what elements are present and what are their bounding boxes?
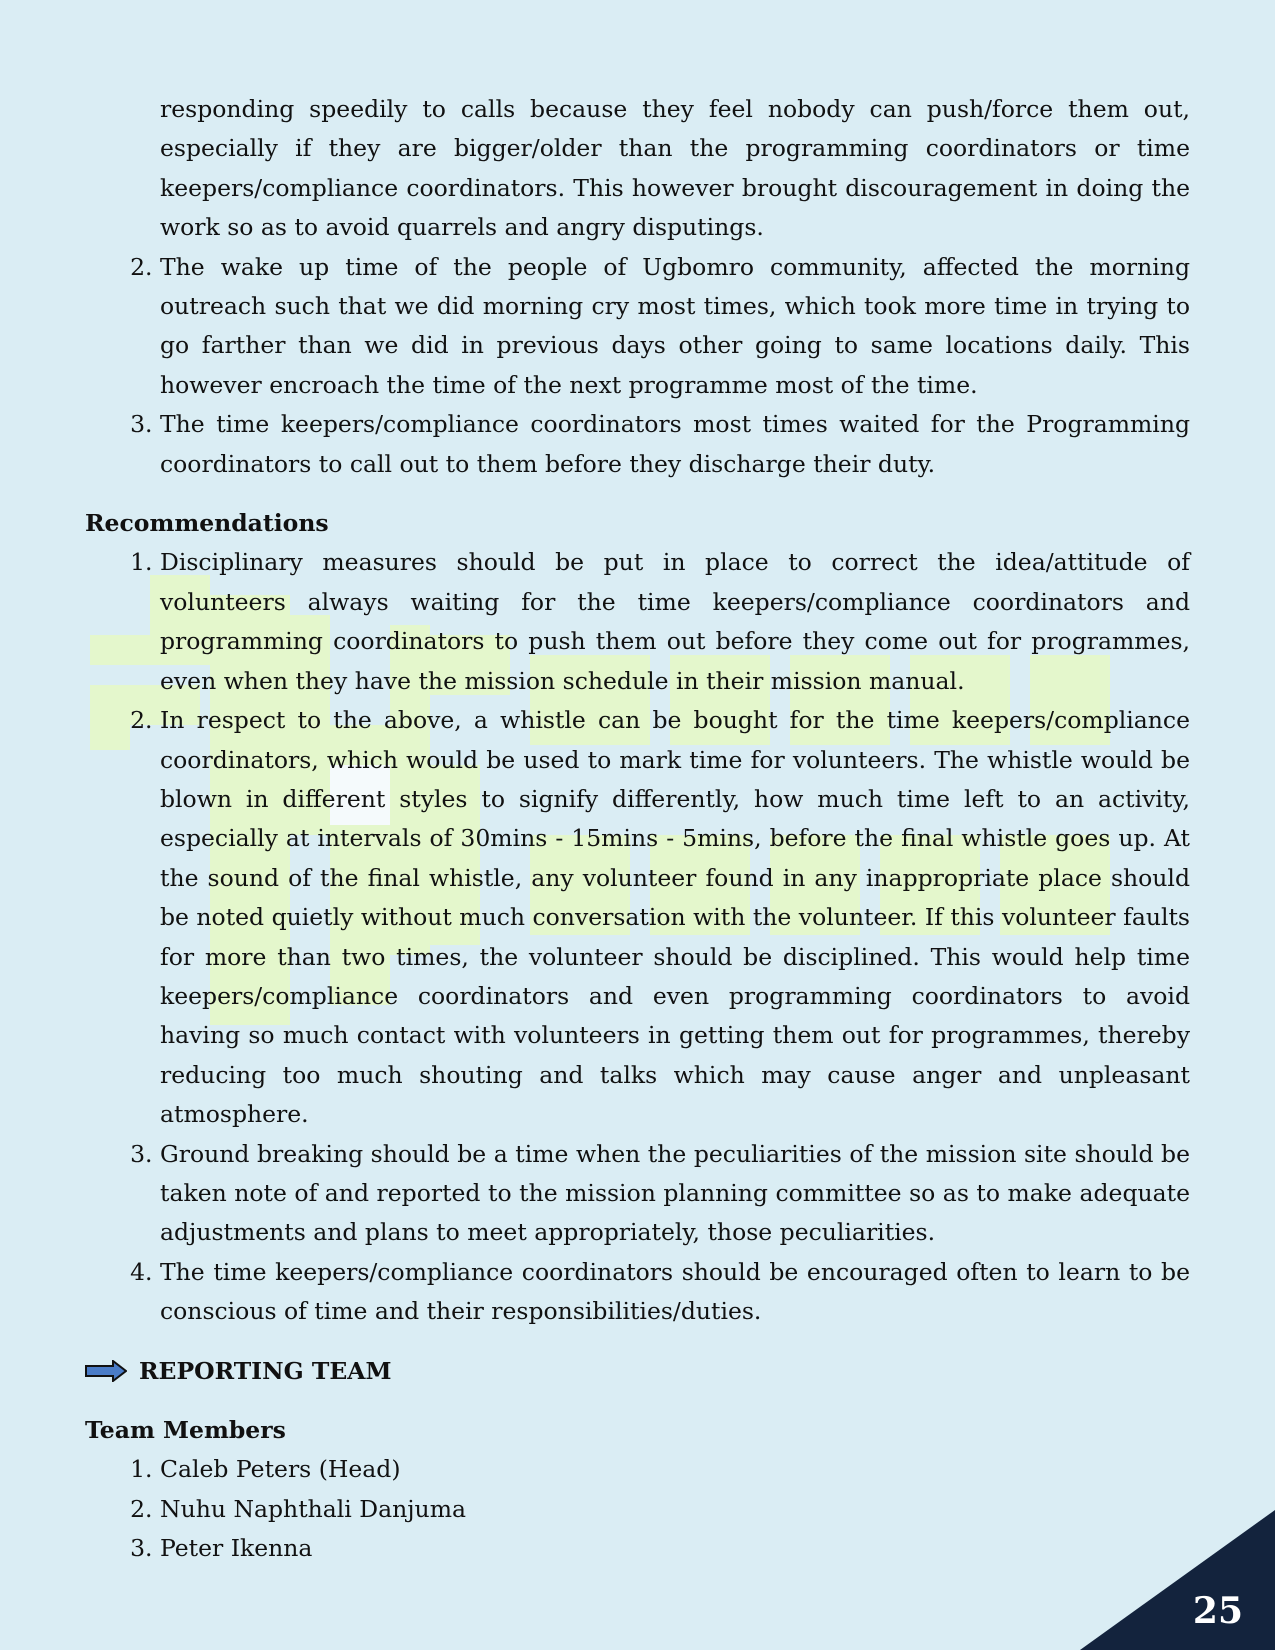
team-members-list [85,1450,1190,1568]
list-item: 2. Nuhu Naphthali Danjuma [160,1490,1190,1529]
recommendations-list [85,543,1190,1331]
section-title [85,1352,1190,1391]
list-item: 3. The time keepers/compliance coordinators most times waited for the Programming coordinators to call out to them before they discharge their duty. [160,405,1190,484]
team-members-heading: Team Members [85,1416,286,1444]
list-item: 3. Peter Ikenna [160,1529,1190,1568]
list-item: 1. Disciplinary measures should be put in place to correct the idea/attitude of volunteers always waiting for the time keepers/compliance coordinators and programming coordinators to push them out before they come out for programmes, even when they have the mission schedule in their mission manual. [160,543,1190,701]
list-item: 2. The wake up time of the people of Ugbomro community, affected the morning outreach such that we did morning cry most times, which took more time in trying to go farther than we did in previous days other going to same locations daily. This however encroach the time of the next programme most of the time. [160,248,1190,406]
list-item: 4. The time keepers/compliance coordinators should be encouraged often to learn to be conscious of time and their responsibilities/duties. [160,1253,1190,1332]
recommendations-heading: Recommendations [85,509,329,538]
challenges-list [85,248,1190,484]
arrow-right-icon [85,1360,127,1382]
corner-decoration [1080,1510,1275,1650]
page-number: 25 [1192,1590,1243,1632]
page-content [85,90,1190,1569]
list-item: 2. In respect to the above, a whistle can be bought for the time keepers/compliance coordinators, which would be used to mark time for volunteers. The whistle would be blown in different styles to signify differently, how much time left to an activity, especially at intervals of 30mins - 15mins - 5mins, before the final whistle goes up. At the sound of the final whistle, any volunteer found in any inappropriate place should be noted quietly without much conversation with the volunteer. If this volunteer faults for more than two times, the volunteer should be disciplined. This would help time keepers/compliance coordinators and even programming coordinators to avoid having so much contact with volunteers in getting them out for programmes, thereby reducing too much shouting and talks which may cause anger and unpleasant atmosphere. [160,701,1190,1134]
list-item: 3. Ground breaking should be a time when the peculiarities of the mission site should be taken note of and reported to the mission planning committee so as to make adequate adjustments and plans to meet appropriately, those peculiarities. [160,1135,1190,1253]
continued-paragraph: responding speedily to calls because they feel nobody can push/force them out, especially if they are bigger/older than the programming coordinators or time keepers/compliance coordinators. This however brought discouragement in doing the work so as to avoid quarrels and angry disputings. [160,95,1190,242]
list-item: 1. Caleb Peters (Head) [160,1450,1190,1489]
section-title-text: REPORTING TEAM [139,1356,392,1385]
